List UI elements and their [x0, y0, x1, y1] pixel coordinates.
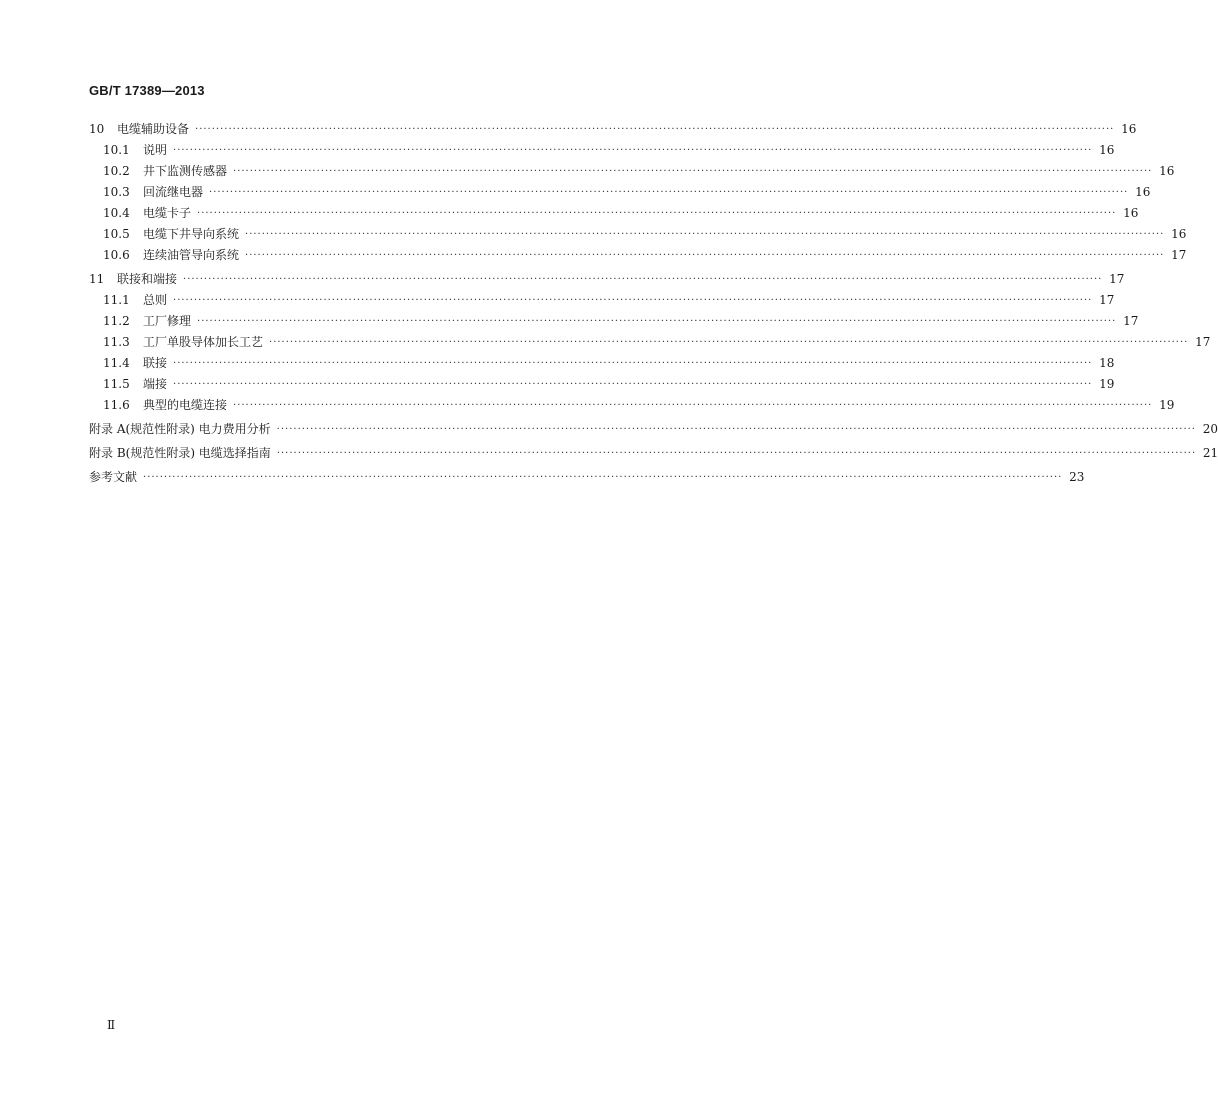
toc-leader-dots: ···························································································································································································································· [173, 379, 1093, 390]
toc-entry[interactable] [89, 269, 1125, 290]
toc-entry-number: 10.4 [103, 206, 130, 220]
toc-entry-page: 17 [1099, 293, 1115, 307]
toc-entry[interactable] [89, 395, 1175, 416]
toc-entry-page: 17 [1195, 335, 1211, 349]
toc-leader-dots: ···························································································································································································································· [183, 274, 1103, 285]
toc-entry[interactable] [89, 224, 1187, 245]
toc-entry-number: 10.5 [103, 227, 130, 241]
toc-entry-number: 10.6 [103, 248, 130, 262]
toc-entry-title: 总则 [143, 293, 168, 307]
toc-entry-title: 回流继电器 [143, 185, 204, 199]
toc-entry-title: 工厂修理 [143, 314, 192, 328]
toc-leader-dots: ···························································································································································································································· [233, 400, 1153, 411]
toc-leader-dots: ···························································································································································································································· [245, 229, 1165, 240]
toc-entry[interactable] [89, 353, 1115, 374]
toc-entry[interactable] [89, 374, 1115, 395]
toc-entry-page: 20 [1202, 422, 1218, 436]
toc-leader-dots: ···························································································································································································································· [197, 316, 1117, 327]
toc-leader-dots: ···························································································································································································································· [276, 448, 1197, 459]
toc-entry-title: 附录 A(规范性附录) 电力费用分析 [89, 422, 271, 436]
toc-entry-number: 10.1 [103, 143, 130, 157]
table-of-contents [89, 119, 1218, 488]
toc-entry-page: 16 [1123, 206, 1139, 220]
toc-entry-number: 11.2 [103, 314, 130, 328]
toc-entry-number: 11 [89, 272, 105, 286]
toc-entry-title: 电缆辅助设备 [117, 122, 190, 136]
standard-id: GB/T 17389—2013 [89, 83, 205, 98]
toc-entry[interactable] [89, 245, 1187, 266]
toc-leader-dots: ···························································································································································································································· [173, 358, 1093, 369]
toc-entry[interactable] [89, 467, 1085, 488]
toc-entry-page: 17 [1123, 314, 1139, 328]
toc-entry-title: 联接 [143, 356, 168, 370]
toc-entry-title: 端接 [143, 377, 168, 391]
toc-entry-title: 联接和端接 [117, 272, 178, 286]
toc-leader-dots: ···························································································································································································································· [173, 295, 1093, 306]
toc-entry-page: 16 [1099, 143, 1115, 157]
toc-entry-page: 19 [1159, 398, 1175, 412]
toc-entry-title: 参考文献 [89, 470, 138, 484]
toc-entry-page: 23 [1069, 470, 1085, 484]
toc-entry-number: 11.6 [103, 398, 130, 412]
toc-entry-number: 11.5 [103, 377, 130, 391]
toc-entry-title: 电缆下井导向系统 [143, 227, 240, 241]
toc-entry[interactable] [89, 332, 1211, 353]
toc-entry-title: 工厂单股导体加长工艺 [143, 335, 264, 349]
toc-entry[interactable] [89, 119, 1137, 140]
toc-leader-dots: ···························································································································································································································· [209, 187, 1129, 198]
toc-entry-number: 10 [89, 122, 105, 136]
page-number: Ⅱ [107, 1018, 116, 1032]
toc-entry-page: 16 [1121, 122, 1137, 136]
toc-leader-dots: ···························································································································································································································· [143, 472, 1063, 483]
toc-entry-title: 井下监测传感器 [143, 164, 228, 178]
toc-entry[interactable] [89, 443, 1218, 464]
toc-leader-dots: ···························································································································································································································· [173, 145, 1093, 156]
toc-leader-dots: ···························································································································································································································· [276, 424, 1196, 435]
toc-entry-title: 连续油管导向系统 [143, 248, 240, 262]
toc-entry-page: 18 [1099, 356, 1115, 370]
toc-entry-title: 典型的电缆连接 [143, 398, 228, 412]
toc-entry-page: 17 [1109, 272, 1125, 286]
toc-entry-title: 电缆卡子 [143, 206, 192, 220]
toc-entry-page: 19 [1099, 377, 1115, 391]
toc-entry-number: 11.4 [103, 356, 130, 370]
toc-leader-dots: ···························································································································································································································· [197, 208, 1117, 219]
toc-leader-dots: ···························································································································································································································· [233, 166, 1153, 177]
toc-entry-number: 10.3 [103, 185, 130, 199]
toc-entry-number: 11.3 [103, 335, 130, 349]
toc-leader-dots: ···························································································································································································································· [195, 124, 1115, 135]
toc-entry[interactable] [89, 203, 1139, 224]
toc-leader-dots: ···························································································································································································································· [269, 337, 1189, 348]
toc-entry[interactable] [89, 161, 1175, 182]
toc-leader-dots: ···························································································································································································································· [245, 250, 1165, 261]
toc-entry-number: 11.1 [103, 293, 130, 307]
toc-entry[interactable] [89, 290, 1115, 311]
toc-entry-page: 21 [1202, 446, 1218, 460]
toc-entry[interactable] [89, 419, 1218, 440]
toc-entry-title: 附录 B(规范性附录) 电缆选择指南 [89, 446, 271, 460]
toc-entry-number: 10.2 [103, 164, 130, 178]
toc-entry-page: 17 [1171, 248, 1187, 262]
toc-entry[interactable] [89, 140, 1115, 161]
toc-entry[interactable] [89, 182, 1151, 203]
toc-entry-page: 16 [1171, 227, 1187, 241]
toc-entry[interactable] [89, 311, 1139, 332]
toc-entry-title: 说明 [143, 143, 168, 157]
toc-entry-page: 16 [1159, 164, 1175, 178]
toc-entry-page: 16 [1135, 185, 1151, 199]
